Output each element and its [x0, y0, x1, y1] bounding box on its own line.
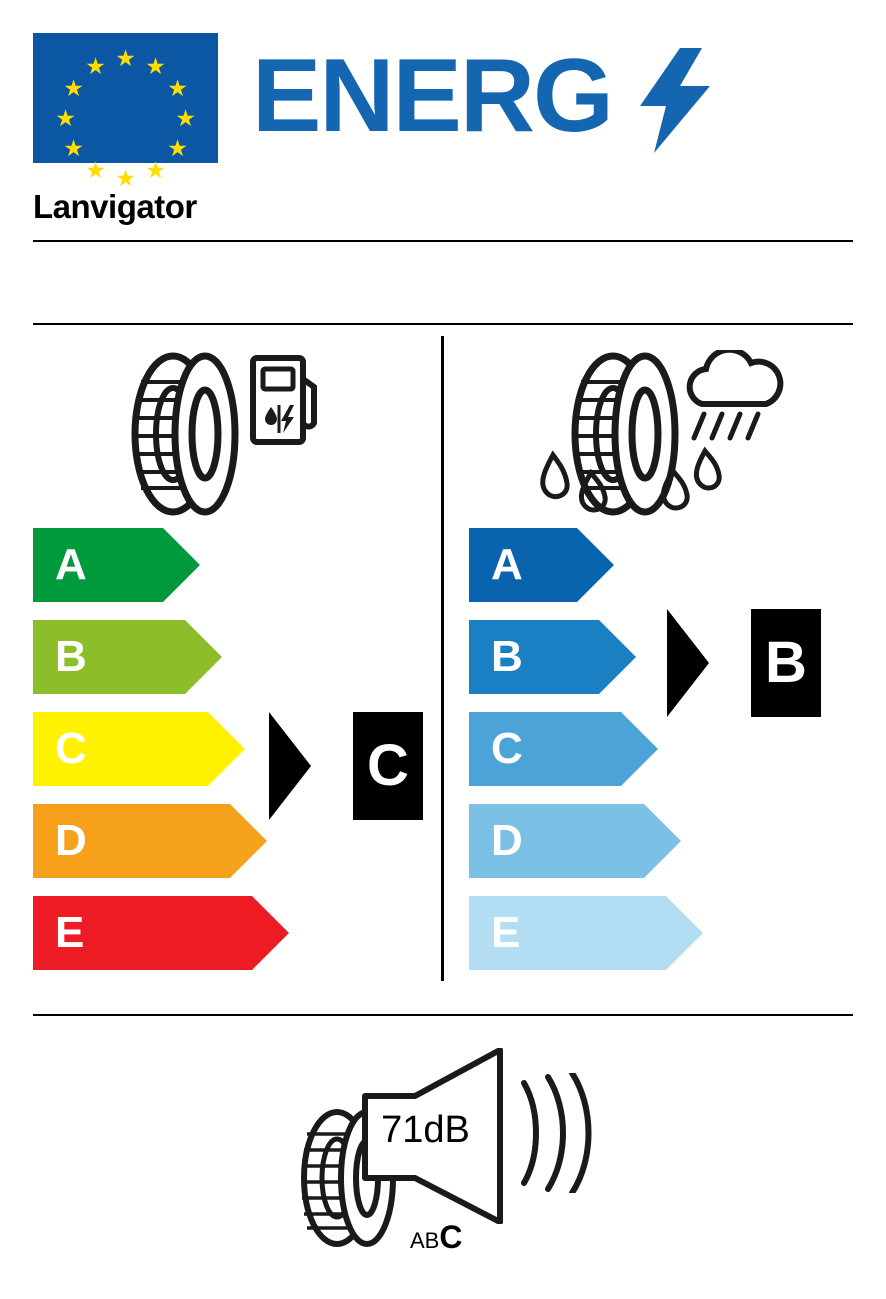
- grade-letter: B: [491, 632, 523, 681]
- flag-star: ★: [175, 105, 196, 131]
- grade-letter: E: [55, 908, 85, 957]
- grade-bar-arrow: [599, 620, 636, 694]
- grade-bar-body: [469, 528, 577, 602]
- flag-star: ★: [55, 105, 76, 131]
- flag-star: ★: [63, 135, 84, 161]
- badge-letter: B: [765, 630, 807, 695]
- noise-class-selected: C: [439, 1219, 463, 1255]
- divider-above-grades: [33, 323, 853, 325]
- grade-bar-body: [469, 620, 599, 694]
- flag-star: ★: [115, 165, 136, 191]
- grade-bar-arrow: [163, 528, 200, 602]
- rain-cloud-icon: [678, 350, 788, 460]
- noise-classes-dim: AB: [410, 1228, 440, 1253]
- grade-bar-arrow: [185, 620, 222, 694]
- noise-class-indicator: [410, 1219, 463, 1256]
- flag-star: ★: [63, 75, 84, 101]
- grade-letter: D: [55, 816, 87, 865]
- sound-waves-icon: [512, 1073, 592, 1193]
- badge-point: [269, 712, 311, 820]
- lightning-bolt-icon: [640, 48, 710, 153]
- energy-label-wordmark: ENERG: [252, 38, 612, 154]
- grade-letter: C: [55, 724, 87, 773]
- grade-bar-arrow: [208, 712, 245, 786]
- badge-point: [667, 609, 709, 717]
- eu-flag: [33, 33, 218, 191]
- flag-star: ★: [145, 53, 166, 79]
- brand-name: Lanvigator: [33, 188, 197, 225]
- flag-star: ★: [167, 75, 188, 101]
- flag-star: ★: [115, 45, 136, 71]
- grade-letter: B: [55, 632, 87, 681]
- flag-star: ★: [85, 157, 106, 183]
- grade-bar-arrow: [252, 896, 289, 970]
- grade-letter: E: [491, 908, 521, 957]
- grade-bar-arrow: [666, 896, 703, 970]
- grade-bar-body: [33, 528, 163, 602]
- grade-bar-arrow: [230, 804, 267, 878]
- grade-letter: A: [55, 540, 87, 589]
- grade-letter: A: [491, 540, 523, 589]
- grade-bar-arrow: [621, 712, 658, 786]
- badge-letter: C: [367, 733, 409, 798]
- flag-star: ★: [85, 53, 106, 79]
- divider-vertical: [441, 336, 444, 981]
- grade-letter: D: [491, 816, 523, 865]
- grade-letter: C: [491, 724, 523, 773]
- flag-star: ★: [167, 135, 188, 161]
- fuel-pump-icon: [250, 355, 322, 445]
- noise-value: 71dB: [381, 1109, 470, 1151]
- grade-bar-arrow: [577, 528, 614, 602]
- divider-above-noise: [33, 1014, 853, 1016]
- tire-icon-fuel: [125, 352, 243, 517]
- grade-bar-arrow: [644, 804, 681, 878]
- flag-star: ★: [145, 157, 166, 183]
- divider-under-brand: [33, 240, 853, 242]
